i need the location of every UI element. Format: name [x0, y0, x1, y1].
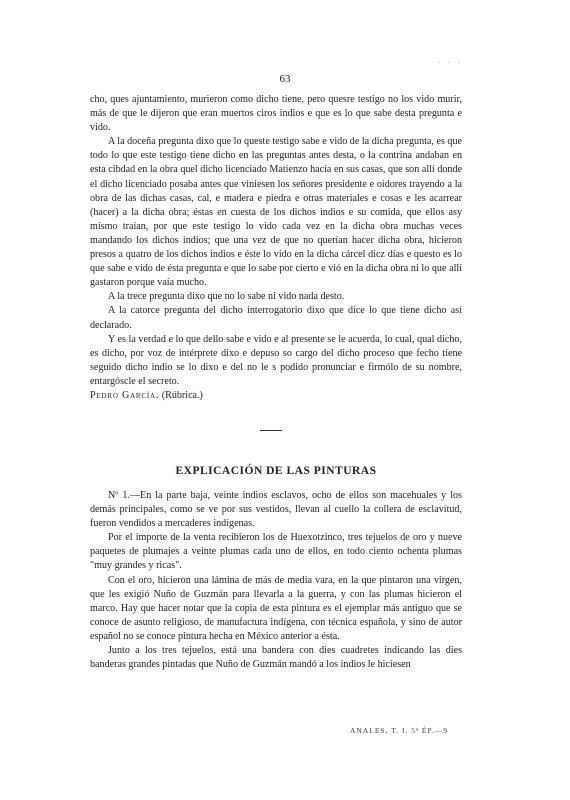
paragraph: Junto a los tres tejuelos, está una bandera con dies cuadretes indicando las dies banderas grandes pintadas que Nuño de Guzmán mandó a los indios le hiciesen: [90, 645, 462, 671]
testimony-text: [90, 93, 462, 403]
signature-line: [90, 389, 462, 403]
paragraph: Nº 1.—En la parte baja, veinte indios esclavos, ocho de ellos son macehuales y los demás principales, como se ve por sus vestidos, llevan al cuello la collera de esclavitud, fueron vendidos a mercaderes indígenas.: [90, 490, 462, 530]
section-separator: [260, 430, 282, 431]
footer-reference: ANALES, T. I. 5ª ÉP.—9: [350, 726, 448, 735]
signature-name: Pedro García.: [90, 389, 160, 401]
explanation-text: [90, 489, 462, 672]
corner-mark: . . .: [438, 56, 463, 65]
paragraph: A la catorce pregunta del dicho interrogatorio dixo que dice lo que tiene dicho así declarado.: [90, 305, 462, 331]
paragraph: cho, ques ajuntamiento, murieron como dicho tiene, pero quesre testigo no los vido murir, más de que le dijeron que eran muertos ciros indios e que es lo que sabe desta pregunta e vido.: [90, 94, 462, 134]
section-heading: EXPLICACIÓN DE LAS PINTURAS: [175, 465, 377, 477]
paragraph: A la doceña pregunta dixo que lo queste testigo sabe e vido de la dicha pregunta, es que todo lo que este testigo tiene dicho en las preguntas antes desta, o la contrina andaban en esta cibdad en la obra quel dicho licenciado Matienzo hacía en sus casas, que son allí donde el dicho licenciado posaba antes que viniesen los señores presidente e oidores trayendo a la obra de las dichas casas, cal, e madera e piedra e otras materiales e cosas e les acarrear (hacer) a la dicha obra; éstas en cuesta de los dichos indios e su comida, que ellos asy mismo traían, por que este testigo lo vido cada vez en la dicha obra muchas veces mandando los dichos indios; que una vez de que no querían hacer dicha obra, hicieron presos a quatro de los dichos indios e éste lo vido en la dicha cárcel dicz días e questo es lo que sabe e vido de ésta pregunta e que lo sabe por cierto e vió en la dicha obra ni lo que allí gastaron porque vaía mucho.: [90, 136, 462, 289]
page-number: 63: [279, 73, 291, 85]
paragraph: Con el oro, hicieron una lámina de más de media vara, en la que pintaron una virgen, que les exigió Nuño de Guzmán para llevarla a la guerra, y con las plumas hicieron el marco. Hay que hacer notar que la copia de esta pintura es el ejemplar más antiguo que se conoce de asunto religioso, de manufactura indígena, con técnica española, y sino de autor español no se conoce pintura hecha en México anterior a ésta.: [90, 574, 462, 642]
signature-note: (Rúbrica.): [161, 389, 203, 401]
paragraph: Y es la verdad e lo que dello sabe e vido e al presente se le acuerda, lo cual, qual dicho, es dicho, por voz de intérprete dixo e depuso so cargo del dicho proceso que fecho tiene seguido dicho indio se lo dixo e del no le s podido pronunciar e firmólo de su nombre, entargóscle el secreto.: [90, 333, 462, 387]
paragraph: A la trece pregunta dixo que no lo sabe ni vido nada desto.: [108, 291, 345, 303]
paragraph: Por el importe de la venta recibieron los de Huexotzinco, tres tejuelos de oro y nueve paquetes de plumajes a veinte plumas cada uno de ellos, en todo ciento ochenta plumas "muy grandes y ricas".: [90, 532, 462, 572]
